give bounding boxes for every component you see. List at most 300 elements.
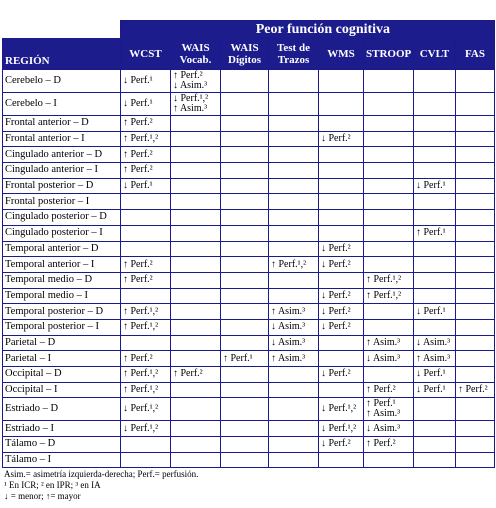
value-cell	[414, 241, 456, 257]
value-cell	[364, 131, 414, 147]
value-cell	[456, 272, 495, 288]
value-cell	[269, 421, 319, 437]
region-cell: Temporal posterior – I	[3, 319, 121, 335]
value-cell	[221, 131, 269, 147]
value-cell	[319, 319, 364, 335]
footnote-arrows: ↓ = menor; ↑= mayor	[4, 491, 81, 501]
column-header: WAIS Vocab.	[171, 39, 221, 70]
value-cell	[364, 304, 414, 320]
value-cell	[364, 163, 414, 179]
cell-entry: ↓ Perf.¹,²	[123, 403, 159, 415]
value-cell	[121, 382, 171, 398]
value-cell	[121, 163, 171, 179]
table-row	[3, 241, 495, 257]
value-cell	[364, 272, 414, 288]
value-cell	[221, 93, 269, 116]
table-row	[3, 319, 495, 335]
region-cell: Tálamo – I	[3, 452, 121, 468]
value-cell	[456, 147, 495, 163]
value-cell	[414, 93, 456, 116]
value-cell	[121, 70, 171, 93]
table-row	[3, 335, 495, 351]
cell-entry: ↓ Perf.¹	[416, 384, 446, 396]
value-cell	[171, 452, 221, 468]
value-cell	[221, 147, 269, 163]
table-body	[3, 70, 495, 468]
value-cell	[269, 272, 319, 288]
value-cell	[269, 382, 319, 398]
value-cell	[221, 163, 269, 179]
value-cell	[414, 257, 456, 273]
table-row	[3, 116, 495, 132]
cell-entry: ↓ Perf.¹	[416, 305, 446, 317]
footnotes	[4, 469, 198, 502]
cell-entry: ↑ Perf.²	[123, 164, 153, 176]
table-row	[3, 288, 495, 304]
cell-entry: ↓ Perf.²	[321, 321, 351, 333]
cell-entry: ↓ Perf.²	[321, 289, 351, 301]
cell-entry: ↑ Perf.²	[123, 117, 153, 129]
region-cell: Estriado – D	[3, 398, 121, 421]
table-row	[3, 194, 495, 210]
table-row	[3, 272, 495, 288]
cell-entry: ↑ Perf.¹,²	[366, 274, 402, 286]
value-cell	[121, 452, 171, 468]
value-cell	[456, 382, 495, 398]
value-cell	[121, 304, 171, 320]
cell-entry: ↓ Perf.²	[321, 258, 351, 270]
table-row	[3, 367, 495, 383]
cell-entry: ↑ Perf.²	[123, 352, 153, 364]
table-row	[3, 178, 495, 194]
value-cell	[414, 272, 456, 288]
region-header: REGIÓN	[3, 39, 121, 70]
value-cell	[221, 70, 269, 93]
cell-entry: ↓ Perf.²	[321, 133, 351, 145]
cell-entry: ↑ Perf.²	[173, 368, 203, 380]
value-cell	[171, 304, 221, 320]
value-cell	[456, 178, 495, 194]
value-cell	[121, 116, 171, 132]
value-cell	[364, 398, 414, 421]
value-cell	[269, 131, 319, 147]
region-cell: Temporal medio – D	[3, 272, 121, 288]
region-cell: Cingulado anterior – D	[3, 147, 121, 163]
value-cell	[221, 116, 269, 132]
cell-entry: ↑ Perf.²	[366, 438, 396, 450]
region-cell: Parietal – D	[3, 335, 121, 351]
value-cell	[269, 163, 319, 179]
value-cell	[171, 241, 221, 257]
cell-entry: ↓ Perf.¹	[123, 180, 153, 192]
cell-entry: ↓ Perf.²	[321, 438, 351, 450]
value-cell	[456, 93, 495, 116]
value-cell	[269, 288, 319, 304]
value-cell	[221, 382, 269, 398]
cell-entry: ↓ Perf.¹	[123, 75, 153, 86]
value-cell	[456, 163, 495, 179]
value-cell	[319, 194, 364, 210]
table-row	[3, 257, 495, 273]
cell-entry: ↑ Perf.¹	[366, 398, 396, 410]
cell-entry: ↑ Asim.³	[173, 103, 208, 114]
cell-entry: ↓ Perf.²	[321, 242, 351, 254]
cell-entry: ↑ Perf.²	[123, 258, 153, 270]
value-cell	[319, 147, 364, 163]
column-header: WAIS Dígitos	[221, 39, 269, 70]
value-cell	[364, 178, 414, 194]
column-header: WCST	[121, 39, 171, 70]
value-cell	[319, 398, 364, 421]
value-cell	[364, 437, 414, 453]
value-cell	[319, 70, 364, 93]
column-header: WMS	[319, 39, 364, 70]
value-cell	[456, 70, 495, 93]
value-cell	[319, 116, 364, 132]
value-cell	[171, 272, 221, 288]
value-cell	[269, 398, 319, 421]
region-cell: Cingulado posterior – D	[3, 210, 121, 226]
value-cell	[121, 147, 171, 163]
value-cell	[269, 351, 319, 367]
footnote-abbrev: Asim.= asimetría izquierda-derecha; Perf.= perfusión.	[4, 469, 199, 479]
value-cell	[221, 351, 269, 367]
value-cell	[364, 351, 414, 367]
value-cell	[171, 335, 221, 351]
region-cell: Frontal posterior – I	[3, 194, 121, 210]
region-cell: Parietal – I	[3, 351, 121, 367]
value-cell	[269, 225, 319, 241]
value-cell	[171, 319, 221, 335]
cell-entry: ↓ Perf.¹	[123, 98, 153, 109]
value-cell	[171, 225, 221, 241]
value-cell	[414, 70, 456, 93]
cell-entry: ↓ Perf.¹	[416, 368, 446, 380]
value-cell	[414, 421, 456, 437]
value-cell	[364, 147, 414, 163]
value-cell	[456, 225, 495, 241]
value-cell	[269, 210, 319, 226]
table-row	[3, 398, 495, 421]
region-cell: Occipital – I	[3, 382, 121, 398]
value-cell	[319, 367, 364, 383]
value-cell	[269, 93, 319, 116]
cell-entry: ↑ Asim.³	[271, 305, 306, 317]
value-cell	[364, 116, 414, 132]
value-cell	[221, 210, 269, 226]
value-cell	[221, 398, 269, 421]
value-cell	[364, 241, 414, 257]
value-cell	[364, 70, 414, 93]
value-cell	[319, 421, 364, 437]
value-cell	[171, 382, 221, 398]
value-cell	[221, 272, 269, 288]
value-cell	[319, 131, 364, 147]
value-cell	[456, 288, 495, 304]
value-cell	[269, 452, 319, 468]
value-cell	[414, 304, 456, 320]
value-cell	[269, 194, 319, 210]
cell-entry: ↓ Perf.¹,²	[123, 422, 159, 434]
value-cell	[414, 210, 456, 226]
value-cell	[121, 194, 171, 210]
value-cell	[121, 367, 171, 383]
value-cell	[319, 225, 364, 241]
value-cell	[364, 257, 414, 273]
table-row	[3, 437, 495, 453]
value-cell	[456, 437, 495, 453]
table-row	[3, 147, 495, 163]
region-cell: Cerebelo – I	[3, 93, 121, 116]
value-cell	[414, 116, 456, 132]
value-cell	[269, 116, 319, 132]
value-cell	[319, 257, 364, 273]
table-container	[2, 20, 494, 468]
value-cell	[414, 452, 456, 468]
value-cell	[414, 319, 456, 335]
cell-entry: ↑ Perf.¹,²	[123, 133, 159, 145]
value-cell	[171, 398, 221, 421]
cell-entry: ↓ Asim.³	[366, 422, 401, 434]
region-cell: Cerebelo – D	[3, 70, 121, 93]
table-row	[3, 351, 495, 367]
value-cell	[319, 93, 364, 116]
value-cell	[171, 178, 221, 194]
value-cell	[364, 421, 414, 437]
supertitle: Peor función cognitiva	[121, 21, 495, 39]
value-cell	[319, 288, 364, 304]
value-cell	[171, 131, 221, 147]
footnote-indices: ¹ En ICR; ² en IPR; ³ en IA	[4, 480, 101, 490]
value-cell	[414, 288, 456, 304]
region-cell: Tálamo – D	[3, 437, 121, 453]
value-cell	[414, 163, 456, 179]
value-cell	[121, 272, 171, 288]
value-cell	[121, 437, 171, 453]
value-cell	[171, 70, 221, 93]
value-cell	[456, 210, 495, 226]
value-cell	[171, 163, 221, 179]
cell-entry: ↓ Perf.¹,²	[321, 422, 357, 434]
value-cell	[121, 398, 171, 421]
value-cell	[414, 131, 456, 147]
value-cell	[269, 147, 319, 163]
value-cell	[456, 398, 495, 421]
cell-entry: ↑ Asim.³	[416, 352, 451, 364]
value-cell	[414, 382, 456, 398]
value-cell	[269, 241, 319, 257]
value-cell	[364, 194, 414, 210]
value-cell	[121, 131, 171, 147]
value-cell	[221, 452, 269, 468]
cell-entry: ↑ Perf.¹,²	[123, 305, 159, 317]
value-cell	[319, 351, 364, 367]
value-cell	[221, 288, 269, 304]
value-cell	[269, 178, 319, 194]
value-cell	[456, 452, 495, 468]
value-cell	[221, 421, 269, 437]
table-row	[3, 452, 495, 468]
value-cell	[171, 437, 221, 453]
value-cell	[171, 93, 221, 116]
value-cell	[414, 351, 456, 367]
cell-entry: ↑ Perf.¹,²	[271, 258, 307, 270]
header-blank	[3, 21, 121, 39]
value-cell	[221, 304, 269, 320]
value-cell	[319, 210, 364, 226]
value-cell	[456, 194, 495, 210]
value-cell	[456, 257, 495, 273]
value-cell	[221, 437, 269, 453]
value-cell	[319, 272, 364, 288]
value-cell	[319, 304, 364, 320]
region-cell: Frontal anterior – I	[3, 131, 121, 147]
table-row	[3, 131, 495, 147]
value-cell	[171, 147, 221, 163]
value-cell	[121, 225, 171, 241]
region-cell: Frontal anterior – D	[3, 116, 121, 132]
region-cell: Temporal posterior – D	[3, 304, 121, 320]
cell-entry: ↑ Perf.¹	[223, 352, 253, 364]
cell-entry: ↑ Perf.¹,²	[123, 384, 159, 396]
value-cell	[364, 288, 414, 304]
value-cell	[319, 178, 364, 194]
cell-entry: ↑ Perf.²	[123, 274, 153, 286]
value-cell	[121, 335, 171, 351]
column-header-row	[3, 39, 495, 70]
value-cell	[221, 257, 269, 273]
value-cell	[269, 437, 319, 453]
value-cell	[121, 93, 171, 116]
table-row	[3, 304, 495, 320]
value-cell	[121, 210, 171, 226]
table-row	[3, 93, 495, 116]
cell-entry: ↑ Perf.¹	[416, 227, 446, 239]
region-cell: Cingulado posterior – I	[3, 225, 121, 241]
value-cell	[221, 367, 269, 383]
value-cell	[414, 335, 456, 351]
value-cell	[171, 210, 221, 226]
value-cell	[269, 335, 319, 351]
table-row	[3, 382, 495, 398]
value-cell	[456, 367, 495, 383]
value-cell	[364, 210, 414, 226]
cell-entry: ↑ Perf.²	[173, 70, 203, 81]
column-header: CVLT	[414, 39, 456, 70]
value-cell	[319, 452, 364, 468]
value-cell	[171, 367, 221, 383]
cell-entry: ↑ Perf.¹,²	[123, 321, 159, 333]
cell-entry: ↑ Perf.¹,²	[366, 289, 402, 301]
cell-entry: ↓ Asim.³	[416, 336, 451, 348]
value-cell	[319, 163, 364, 179]
cell-entry: ↑ Asim.³	[366, 336, 401, 348]
value-cell	[121, 288, 171, 304]
cell-entry: ↓ Asim.³	[271, 336, 306, 348]
value-cell	[456, 351, 495, 367]
region-cell: Temporal medio – I	[3, 288, 121, 304]
value-cell	[171, 288, 221, 304]
value-cell	[121, 351, 171, 367]
cognitive-function-table	[2, 20, 495, 468]
value-cell	[456, 335, 495, 351]
region-cell: Frontal posterior – D	[3, 178, 121, 194]
cell-entry: ↓ Perf.²	[321, 305, 351, 317]
value-cell	[456, 319, 495, 335]
cell-entry: ↑ Perf.²	[123, 148, 153, 160]
region-cell: Occipital – D	[3, 367, 121, 383]
value-cell	[364, 367, 414, 383]
supertitle-row	[3, 21, 495, 39]
value-cell	[221, 319, 269, 335]
value-cell	[456, 421, 495, 437]
value-cell	[456, 241, 495, 257]
value-cell	[456, 304, 495, 320]
value-cell	[364, 319, 414, 335]
value-cell	[414, 225, 456, 241]
value-cell	[269, 257, 319, 273]
cell-entry: ↑ Asim.³	[271, 352, 306, 364]
table-row	[3, 70, 495, 93]
value-cell	[414, 437, 456, 453]
value-cell	[364, 452, 414, 468]
value-cell	[121, 178, 171, 194]
value-cell	[364, 335, 414, 351]
value-cell	[319, 241, 364, 257]
value-cell	[414, 194, 456, 210]
region-cell: Cingulado anterior – I	[3, 163, 121, 179]
value-cell	[269, 304, 319, 320]
value-cell	[171, 116, 221, 132]
value-cell	[269, 319, 319, 335]
table-row	[3, 421, 495, 437]
cell-entry: ↓ Asim.³	[173, 80, 208, 91]
value-cell	[221, 178, 269, 194]
cell-entry: ↓ Perf.²	[321, 368, 351, 380]
cell-entry: ↑ Perf.¹,²	[123, 368, 159, 380]
value-cell	[364, 225, 414, 241]
value-cell	[414, 147, 456, 163]
value-cell	[171, 257, 221, 273]
value-cell	[414, 398, 456, 421]
region-cell: Temporal anterior – D	[3, 241, 121, 257]
column-header: Test de Trazos	[269, 39, 319, 70]
value-cell	[171, 351, 221, 367]
value-cell	[171, 421, 221, 437]
cell-entry: ↓ Asim.³	[366, 352, 401, 364]
value-cell	[456, 116, 495, 132]
value-cell	[414, 178, 456, 194]
value-cell	[269, 70, 319, 93]
value-cell	[319, 437, 364, 453]
value-cell	[221, 225, 269, 241]
value-cell	[121, 421, 171, 437]
value-cell	[221, 335, 269, 351]
value-cell	[456, 131, 495, 147]
value-cell	[121, 241, 171, 257]
value-cell	[221, 241, 269, 257]
cell-entry: ↓ Asim.³	[271, 321, 306, 333]
cell-entry: ↓ Perf.¹,²	[321, 403, 357, 415]
table-row	[3, 163, 495, 179]
cell-entry: ↑ Asim.³	[366, 408, 401, 420]
table-row	[3, 225, 495, 241]
column-header: STROOP	[364, 39, 414, 70]
value-cell	[269, 367, 319, 383]
value-cell	[364, 382, 414, 398]
region-cell: Estriado – I	[3, 421, 121, 437]
value-cell	[364, 93, 414, 116]
